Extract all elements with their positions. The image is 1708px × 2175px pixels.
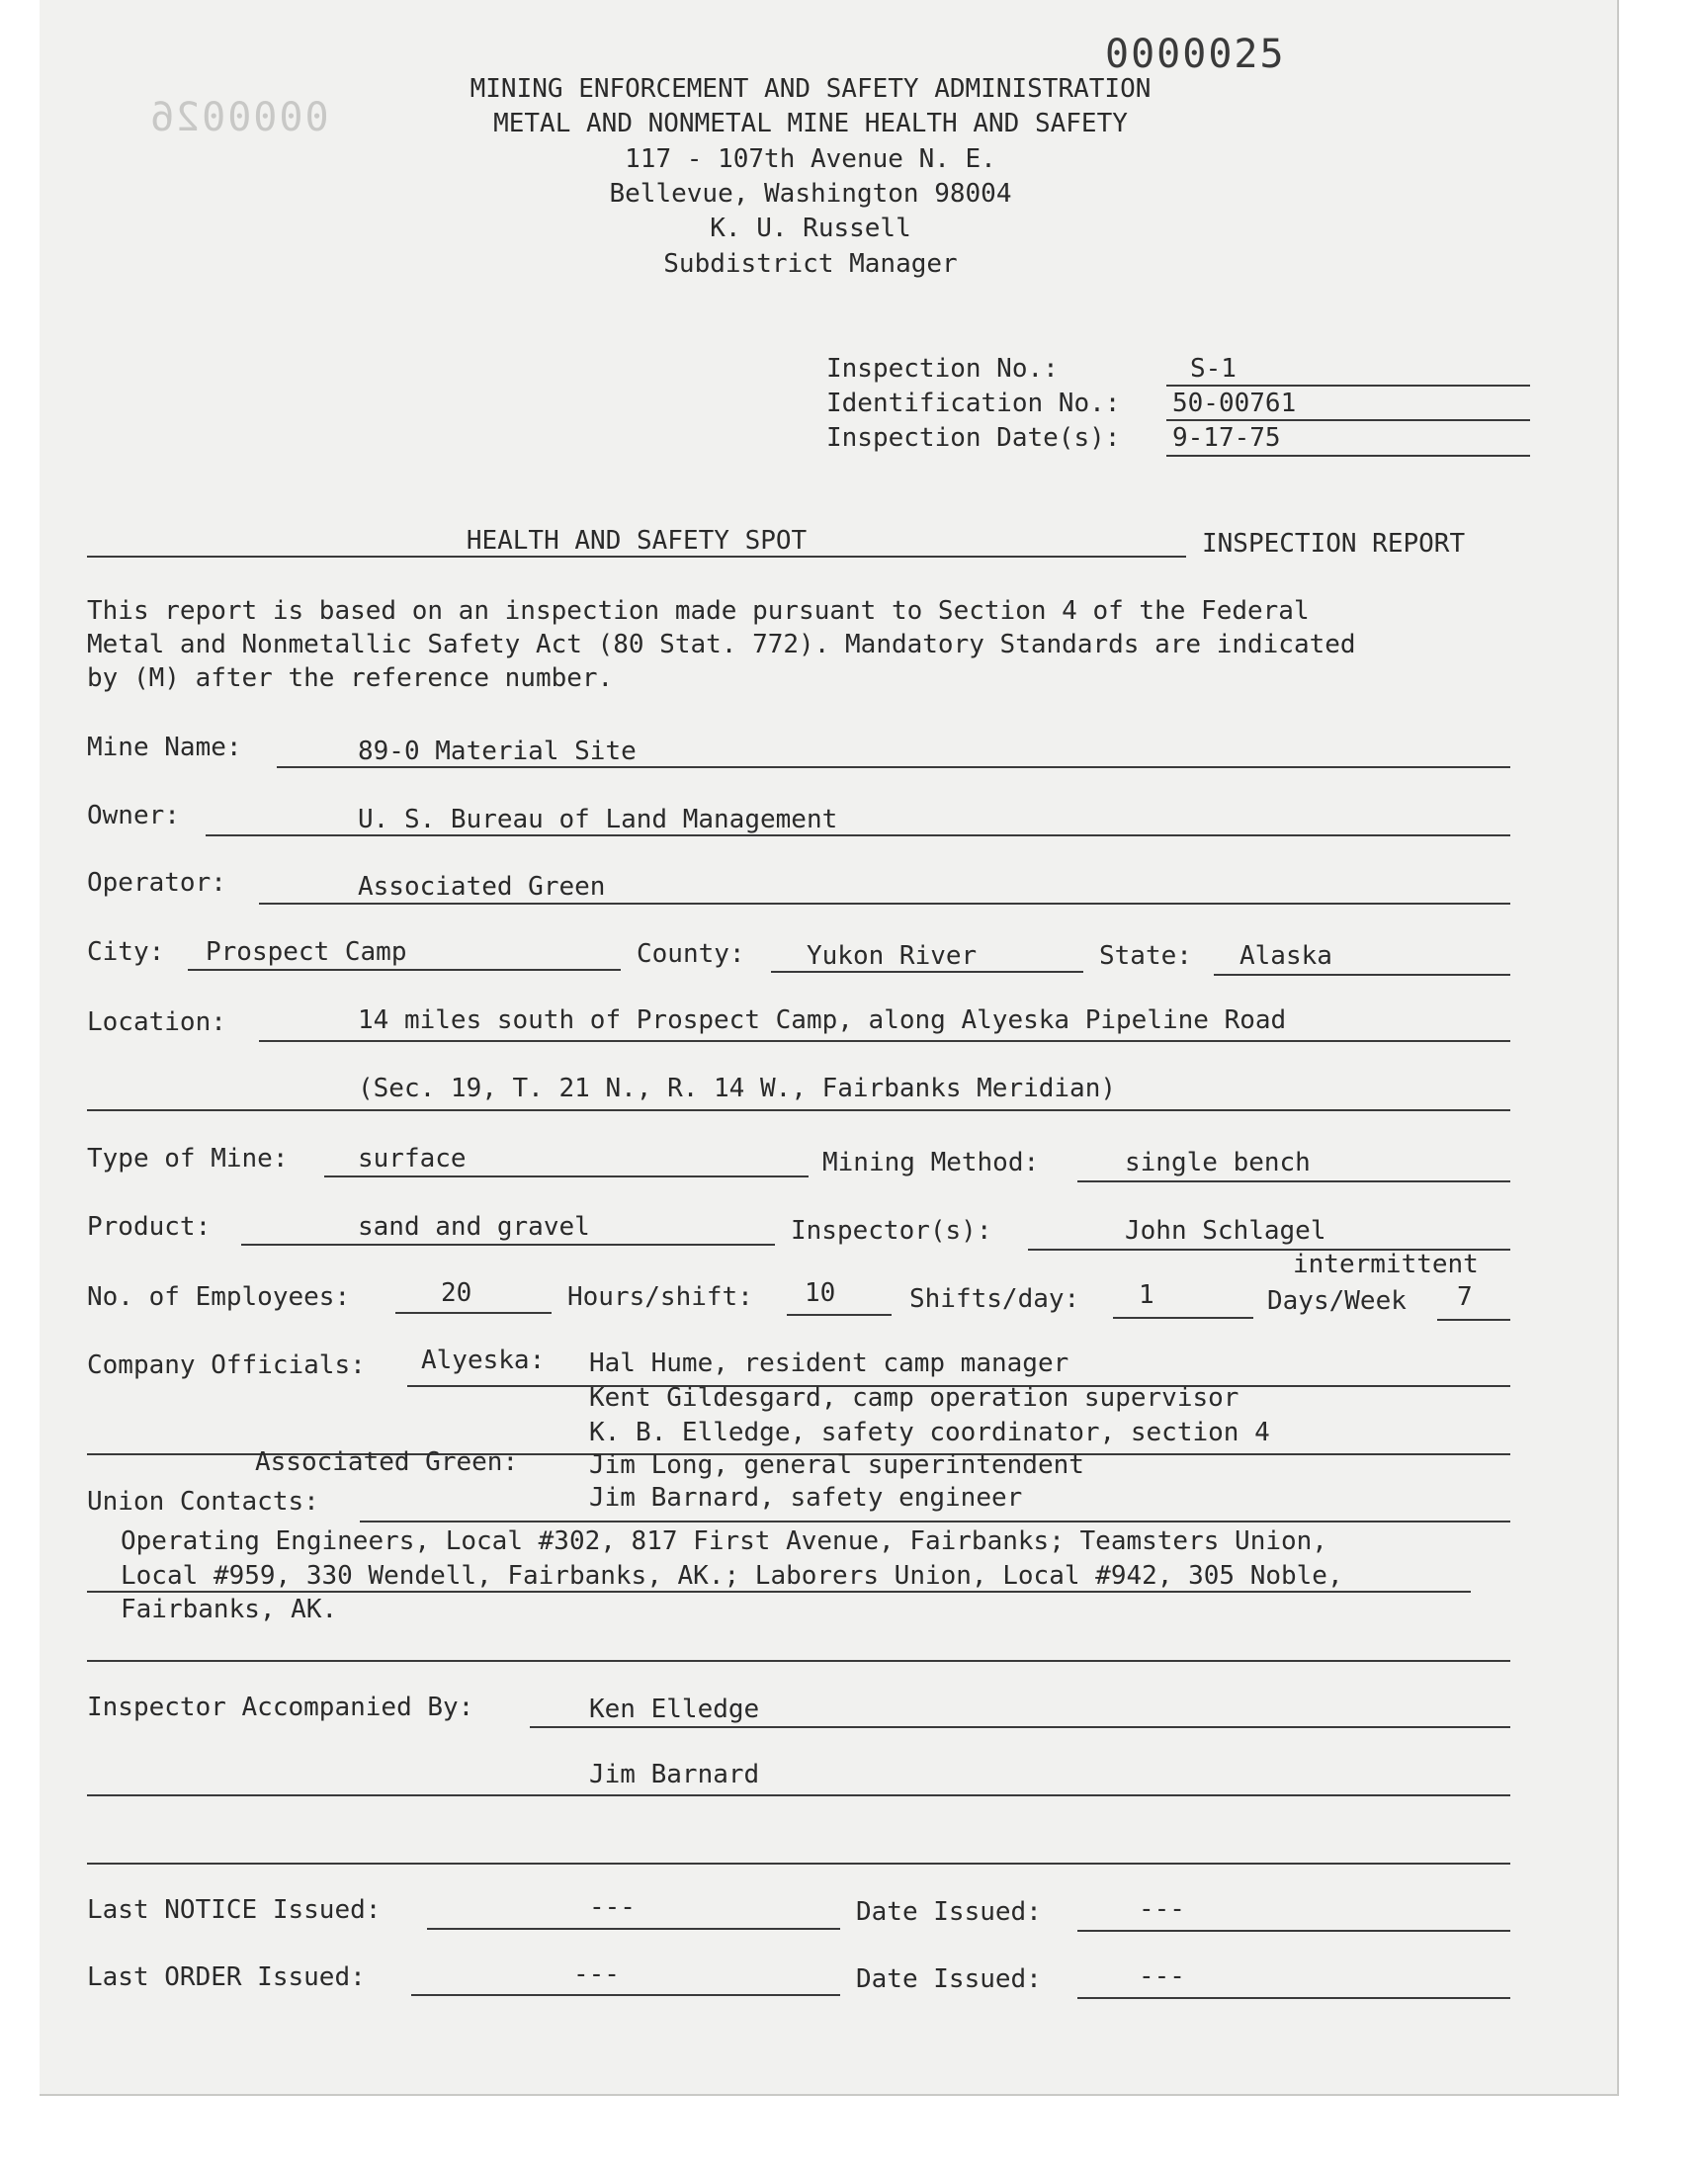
last-notice-line bbox=[427, 1928, 840, 1930]
alyeska-official-2: Kent Gildesgard, camp operation supervisor bbox=[589, 1383, 1239, 1413]
county-line bbox=[771, 971, 1083, 973]
method-label: Mining Method: bbox=[822, 1148, 1040, 1177]
last-order-value: --- bbox=[573, 1959, 620, 1989]
method-line bbox=[1077, 1180, 1510, 1182]
owner-label: Owner: bbox=[87, 801, 180, 830]
officials-label: Company Officials: bbox=[87, 1350, 366, 1380]
header-title: Subdistrict Manager bbox=[663, 249, 958, 279]
associated-green-official-2: Jim Barnard, safety engineer bbox=[589, 1483, 1023, 1513]
bleed-through-number: 0000026 bbox=[148, 95, 329, 140]
union-label: Union Contacts: bbox=[87, 1487, 319, 1517]
accompanied-line-1 bbox=[530, 1726, 1510, 1728]
order-date-label: Date Issued: bbox=[856, 1964, 1042, 1994]
last-order-label: Last ORDER Issued: bbox=[87, 1962, 366, 1992]
associated-green-official-1: Jim Long, general superintendent bbox=[589, 1450, 1084, 1480]
state-label: State: bbox=[1099, 941, 1192, 971]
product-value: sand and gravel bbox=[358, 1212, 590, 1242]
employees-line bbox=[395, 1312, 552, 1314]
county-value: Yukon River bbox=[807, 941, 978, 971]
hours-label: Hours/shift: bbox=[567, 1282, 753, 1312]
accompanied-name-1: Ken Elledge bbox=[589, 1695, 760, 1724]
shifts-value: 1 bbox=[1139, 1280, 1154, 1310]
intermittent-note: intermittent bbox=[1293, 1250, 1479, 1279]
intro-line-3: by (M) after the reference number. bbox=[87, 663, 614, 693]
location-line-1 bbox=[259, 1040, 1510, 1042]
header-manager: K. U. Russell bbox=[710, 214, 911, 243]
header-street: 117 - 107th Avenue N. E. bbox=[625, 144, 996, 174]
union-line-1 bbox=[360, 1521, 1510, 1522]
inspection-dates-line bbox=[1166, 455, 1530, 457]
notice-date-line bbox=[1077, 1930, 1510, 1932]
location-label: Location: bbox=[87, 1007, 226, 1037]
union-contacts-1: Operating Engineers, Local #302, 817 First Avenue, Fairbanks; Teamsters Union, bbox=[121, 1526, 1327, 1556]
operator-line bbox=[259, 903, 1510, 905]
union-line-2 bbox=[87, 1591, 1471, 1593]
intro-line-1: This report is based on an inspection made pursuant to Section 4 of the Federal bbox=[87, 596, 1310, 626]
report-type: HEALTH AND SAFETY SPOT bbox=[466, 526, 808, 556]
mine-name-value: 89-0 Material Site bbox=[358, 737, 637, 766]
inspectors-label: Inspector(s): bbox=[791, 1216, 992, 1246]
hours-value: 10 bbox=[805, 1278, 836, 1308]
state-value: Alaska bbox=[1239, 941, 1332, 971]
location-value-2: (Sec. 19, T. 21 N., R. 14 W., Fairbanks Meridian) bbox=[358, 1074, 1117, 1103]
header-city: Bellevue, Washington 98004 bbox=[609, 179, 1012, 209]
union-contacts-3: Fairbanks, AK. bbox=[121, 1595, 338, 1624]
notice-date-label: Date Issued: bbox=[856, 1897, 1042, 1927]
alyeska-official-3: K. B. Elledge, safety coordinator, section 4 bbox=[589, 1418, 1270, 1447]
inspection-no-label: Inspection No.: bbox=[826, 354, 1059, 384]
hours-line bbox=[787, 1314, 892, 1316]
inspection-no-value: S-1 bbox=[1190, 354, 1237, 384]
identification-no-value: 50-00761 bbox=[1172, 389, 1297, 418]
document-number: 0000025 bbox=[1105, 32, 1286, 77]
alyeska-label: Alyeska: bbox=[421, 1346, 546, 1375]
inspection-dates-value: 9-17-75 bbox=[1172, 423, 1281, 453]
order-date-line bbox=[1077, 1997, 1510, 1999]
order-date-value: --- bbox=[1139, 1961, 1185, 1991]
county-label: County: bbox=[637, 939, 745, 969]
union-contacts-2: Local #959, 330 Wendell, Fairbanks, AK.; Laborers Union, Local #942, 305 Noble, bbox=[121, 1561, 1343, 1591]
accompanied-label: Inspector Accompanied By: bbox=[87, 1693, 474, 1722]
operator-value: Associated Green bbox=[358, 872, 606, 902]
report-type-line bbox=[87, 556, 1186, 558]
type-value: surface bbox=[358, 1144, 467, 1174]
method-value: single bench bbox=[1125, 1148, 1311, 1177]
city-line bbox=[188, 969, 621, 971]
report-title: INSPECTION REPORT bbox=[1202, 529, 1466, 559]
inspection-dates-label: Inspection Date(s): bbox=[826, 423, 1121, 453]
inspection-no-line bbox=[1166, 385, 1530, 387]
inspectors-value: John Schlagel bbox=[1125, 1216, 1326, 1246]
accompanied-line-2 bbox=[87, 1794, 1510, 1796]
employees-value: 20 bbox=[441, 1278, 472, 1308]
header-agency: MINING ENFORCEMENT AND SAFETY ADMINISTRATION bbox=[470, 74, 1152, 104]
operator-label: Operator: bbox=[87, 868, 226, 898]
shifts-label: Shifts/day: bbox=[909, 1284, 1080, 1314]
location-value-1: 14 miles south of Prospect Camp, along Alyeska Pipeline Road bbox=[358, 1005, 1287, 1035]
header-division: METAL AND NONMETAL MINE HEALTH AND SAFETY bbox=[493, 109, 1128, 138]
alyeska-official-1: Hal Hume, resident camp manager bbox=[589, 1348, 1069, 1378]
product-label: Product: bbox=[87, 1212, 212, 1242]
accompanied-line-3 bbox=[87, 1863, 1510, 1865]
identification-no-line bbox=[1166, 419, 1530, 421]
last-notice-value: --- bbox=[589, 1892, 636, 1922]
city-value: Prospect Camp bbox=[206, 937, 407, 967]
days-line bbox=[1437, 1319, 1510, 1321]
state-line bbox=[1214, 974, 1510, 976]
last-order-line bbox=[411, 1994, 840, 1996]
union-line-3 bbox=[87, 1660, 1510, 1662]
mine-name-line bbox=[277, 766, 1510, 768]
type-label: Type of Mine: bbox=[87, 1144, 289, 1174]
identification-no-label: Identification No.: bbox=[826, 389, 1121, 418]
notice-date-value: --- bbox=[1139, 1894, 1185, 1924]
mine-name-label: Mine Name: bbox=[87, 733, 242, 762]
days-label: Days/Week bbox=[1267, 1286, 1407, 1316]
owner-line bbox=[206, 834, 1510, 836]
associated-green-label: Associated Green: bbox=[255, 1447, 519, 1477]
accompanied-name-2: Jim Barnard bbox=[589, 1760, 760, 1789]
last-notice-label: Last NOTICE Issued: bbox=[87, 1895, 382, 1925]
location-line-2 bbox=[87, 1109, 1510, 1111]
city-label: City: bbox=[87, 937, 165, 967]
shifts-line bbox=[1113, 1317, 1253, 1319]
type-line bbox=[324, 1175, 809, 1177]
intro-line-2: Metal and Nonmetallic Safety Act (80 Stat. 772). Mandatory Standards are indicated bbox=[87, 630, 1356, 659]
document-page bbox=[40, 0, 1619, 2096]
owner-value: U. S. Bureau of Land Management bbox=[358, 805, 838, 834]
days-value: 7 bbox=[1457, 1282, 1473, 1312]
employees-label: No. of Employees: bbox=[87, 1282, 351, 1312]
product-line bbox=[241, 1244, 775, 1246]
